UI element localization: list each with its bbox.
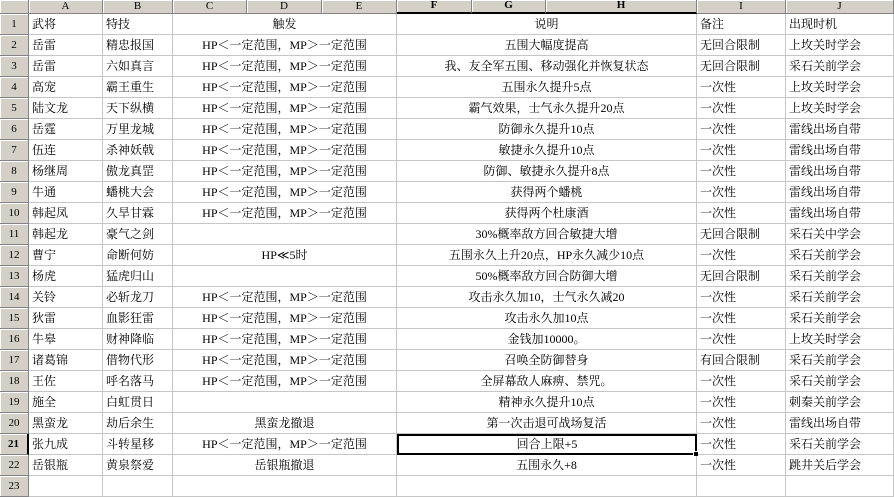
column-header-C[interactable]: C: [173, 0, 247, 14]
spreadsheet-row: [0, 203, 894, 224]
cell-B6[interactable]: 万里龙城: [103, 119, 173, 140]
cell-I12[interactable]: 一次性: [697, 245, 786, 266]
cell-A6[interactable]: 岳霆: [29, 119, 103, 140]
cell-B19[interactable]: 白虹贯日: [103, 392, 173, 413]
cell-FH6[interactable]: 防御永久提升10点: [397, 119, 697, 140]
active-cell-FH21[interactable]: 回合上限+5: [397, 434, 697, 455]
cell-A22[interactable]: 岳银瓶: [29, 455, 103, 476]
column-header-E[interactable]: E: [322, 0, 397, 14]
cell-CE16[interactable]: HP＜一定范围，MP＞一定范围: [173, 329, 397, 350]
cell-FH15[interactable]: 攻击永久加10点: [397, 308, 697, 329]
cell-I23[interactable]: [697, 476, 786, 497]
row-header-12[interactable]: 12: [0, 245, 29, 266]
cell-FH9[interactable]: 获得两个蟠桃: [397, 182, 697, 203]
cell-CE21[interactable]: HP＜一定范围，MP＞一定范围: [173, 434, 397, 455]
cell-CE2[interactable]: HP＜一定范围，MP＞一定范围: [173, 35, 397, 56]
cell-I10[interactable]: 一次性: [697, 203, 786, 224]
row-header-21[interactable]: 21: [0, 434, 29, 455]
cell-I15[interactable]: 一次性: [697, 308, 786, 329]
cell-J15[interactable]: 采石关前学会: [786, 308, 894, 329]
cell-FH17[interactable]: 召唤全防御替身: [397, 350, 697, 371]
row-header-3[interactable]: 3: [0, 56, 29, 77]
cell-J19[interactable]: 刺秦关前学会: [786, 392, 894, 413]
cell-CE23[interactable]: [173, 476, 397, 497]
cell-B10[interactable]: 久旱甘霖: [103, 203, 173, 224]
cell-B11[interactable]: 豪气之剑: [103, 224, 173, 245]
row-header-8[interactable]: 8: [0, 161, 29, 182]
cell-J2[interactable]: 上坆关时学会: [786, 35, 894, 56]
cell-J7[interactable]: 雷线出场自带: [786, 140, 894, 161]
cell-J22[interactable]: 跳井关后学会: [786, 455, 894, 476]
row-header-13[interactable]: 13: [0, 266, 29, 287]
cell-J6[interactable]: 雷线出场自带: [786, 119, 894, 140]
cell-CE10[interactable]: HP＜一定范围，MP＞一定范围: [173, 203, 397, 224]
spreadsheet-row: [0, 266, 894, 287]
cell-I18[interactable]: 一次性: [697, 371, 786, 392]
cell-A19[interactable]: 施全: [29, 392, 103, 413]
cell-CE13[interactable]: [173, 266, 397, 287]
row-header-2[interactable]: 2: [0, 35, 29, 56]
column-header-row: [0, 0, 894, 14]
cell-A4[interactable]: 高宠: [29, 77, 103, 98]
row-header-17[interactable]: 17: [0, 350, 29, 371]
cell-B17[interactable]: 借物代形: [103, 350, 173, 371]
cell-CE8[interactable]: HP＜一定范围，MP＞一定范围: [173, 161, 397, 182]
spreadsheet-row: [0, 14, 894, 35]
cell-CE11[interactable]: [173, 224, 397, 245]
spreadsheet-row: [0, 77, 894, 98]
cell-FH12[interactable]: 五围永久上升20点，HP永久减少10点: [397, 245, 697, 266]
cell-I11[interactable]: 无回合限制: [697, 224, 786, 245]
cell-CE9[interactable]: HP＜一定范围，MP＞一定范围: [173, 182, 397, 203]
cell-I21[interactable]: 一次性: [697, 434, 786, 455]
select-all-corner[interactable]: [0, 0, 29, 14]
cell-A8[interactable]: 杨继周: [29, 161, 103, 182]
spreadsheet-row: [0, 161, 894, 182]
cell-A14[interactable]: 关铃: [29, 287, 103, 308]
row-header-9[interactable]: 9: [0, 182, 29, 203]
row-header-22[interactable]: 22: [0, 455, 29, 476]
cell-J12[interactable]: 采石关前学会: [786, 245, 894, 266]
cell-B3[interactable]: 六如真言: [103, 56, 173, 77]
spreadsheet-row: [0, 308, 894, 329]
row-header-14[interactable]: 14: [0, 287, 29, 308]
cell-J3[interactable]: 采石关前学会: [786, 56, 894, 77]
cell-A10[interactable]: 韩起凤: [29, 203, 103, 224]
cell-B21[interactable]: 斗转星移: [103, 434, 173, 455]
cell-FH20[interactable]: 第一次击退可战场复活: [397, 413, 697, 434]
cell-CE1[interactable]: 触发: [173, 14, 397, 35]
cell-I22[interactable]: 一次性: [697, 455, 786, 476]
column-header-B[interactable]: B: [103, 0, 173, 14]
cell-I19[interactable]: 一次性: [697, 392, 786, 413]
cell-B20[interactable]: 劫后余生: [103, 413, 173, 434]
cell-CE19[interactable]: [173, 392, 397, 413]
row-header-6[interactable]: 6: [0, 119, 29, 140]
cell-FH7[interactable]: 敏捷永久提升10点: [397, 140, 697, 161]
cell-A16[interactable]: 牛皋: [29, 329, 103, 350]
row-header-10[interactable]: 10: [0, 203, 29, 224]
spreadsheet-row: [0, 245, 894, 266]
cell-CE12[interactable]: HP≪5时: [173, 245, 397, 266]
column-header-F[interactable]: F: [397, 0, 472, 14]
cell-I4[interactable]: 一次性: [697, 77, 786, 98]
row-header-18[interactable]: 18: [0, 371, 29, 392]
cell-I1[interactable]: 备注: [697, 14, 786, 35]
row-header-15[interactable]: 15: [0, 308, 29, 329]
cell-B16[interactable]: 财神降临: [103, 329, 173, 350]
cell-I13[interactable]: 无回合限制: [697, 266, 786, 287]
cell-FH3[interactable]: 我、友全军五围、移动强化并恢复状态: [397, 56, 697, 77]
spreadsheet-row: [0, 182, 894, 203]
cell-A20[interactable]: 黑蛮龙: [29, 413, 103, 434]
cell-B8[interactable]: 傲龙真罡: [103, 161, 173, 182]
row-header-5[interactable]: 5: [0, 98, 29, 119]
cell-I9[interactable]: 一次性: [697, 182, 786, 203]
column-header-I[interactable]: I: [697, 0, 786, 14]
cell-B13[interactable]: 猛虎归山: [103, 266, 173, 287]
cell-B12[interactable]: 命断何妨: [103, 245, 173, 266]
cell-A7[interactable]: 伍连: [29, 140, 103, 161]
cell-J5[interactable]: 上坆关时学会: [786, 98, 894, 119]
cell-CE6[interactable]: HP＜一定范围，MP＞一定范围: [173, 119, 397, 140]
cell-I7[interactable]: 一次性: [697, 140, 786, 161]
cell-J21[interactable]: 采石关前学会: [786, 434, 894, 455]
cell-A15[interactable]: 狄雷: [29, 308, 103, 329]
cell-FH11[interactable]: 30%概率敌方回合敏捷大增: [397, 224, 697, 245]
spreadsheet-row: [0, 140, 894, 161]
cell-FH2[interactable]: 五围大幅度提高: [397, 35, 697, 56]
cell-CE7[interactable]: HP＜一定范围，MP＞一定范围: [173, 140, 397, 161]
cell-A13[interactable]: 杨虎: [29, 266, 103, 287]
cell-A17[interactable]: 诸葛锦: [29, 350, 103, 371]
cell-I20[interactable]: 一次性: [697, 413, 786, 434]
cell-J20[interactable]: 雷线出场自带: [786, 413, 894, 434]
cell-B14[interactable]: 必斩龙刀: [103, 287, 173, 308]
spreadsheet-row: [0, 476, 894, 497]
cell-FH13[interactable]: 50%概率敌方回合防御大增: [397, 266, 697, 287]
row-header-23[interactable]: 23: [0, 476, 29, 497]
column-header-G[interactable]: G: [472, 0, 546, 14]
cell-B18[interactable]: 呼名落马: [103, 371, 173, 392]
cell-CE18[interactable]: HP＜一定范围，MP＞一定范围: [173, 371, 397, 392]
spreadsheet-row: [0, 329, 894, 350]
cell-B9[interactable]: 蟠桃大会: [103, 182, 173, 203]
spreadsheet-row: [0, 56, 894, 77]
spreadsheet-row: [0, 350, 894, 371]
cell-CE3[interactable]: HP＜一定范围，MP＞一定范围: [173, 56, 397, 77]
cell-B22[interactable]: 黄泉祭爱: [103, 455, 173, 476]
cell-FH14[interactable]: 攻击永久加10，士气永久减20: [397, 287, 697, 308]
cell-CE5[interactable]: HP＜一定范围，MP＞一定范围: [173, 98, 397, 119]
cell-I8[interactable]: 一次性: [697, 161, 786, 182]
cell-FH16[interactable]: 金钱加10000。: [397, 329, 697, 350]
cell-B23[interactable]: [103, 476, 173, 497]
cell-FH23[interactable]: [397, 476, 697, 497]
cell-CE17[interactable]: HP＜一定范围，MP＞一定范围: [173, 350, 397, 371]
cell-CE22[interactable]: 岳银瓶撤退: [173, 455, 397, 476]
cell-J13[interactable]: 采石关前学会: [786, 266, 894, 287]
row-header-4[interactable]: 4: [0, 77, 29, 98]
cell-I6[interactable]: 一次性: [697, 119, 786, 140]
row-header-11[interactable]: 11: [0, 224, 29, 245]
row-header-7[interactable]: 7: [0, 140, 29, 161]
spreadsheet-row: [0, 98, 894, 119]
cell-CE15[interactable]: HP＜一定范围，MP＞一定范围: [173, 308, 397, 329]
cell-CE14[interactable]: HP＜一定范围，MP＞一定范围: [173, 287, 397, 308]
cell-I2[interactable]: 无回合限制: [697, 35, 786, 56]
spreadsheet-row: [0, 35, 894, 56]
row-header-20[interactable]: 20: [0, 413, 29, 434]
cell-A5[interactable]: 陆文龙: [29, 98, 103, 119]
cell-I3[interactable]: 无回合限制: [697, 56, 786, 77]
spreadsheet-row: [0, 392, 894, 413]
cell-J11[interactable]: 采石关中学会: [786, 224, 894, 245]
cell-A9[interactable]: 牛通: [29, 182, 103, 203]
cell-A23[interactable]: [29, 476, 103, 497]
cell-FH10[interactable]: 获得两个杜康酒: [397, 203, 697, 224]
column-header-A[interactable]: A: [29, 0, 103, 14]
cell-A2[interactable]: 岳雷: [29, 35, 103, 56]
cell-A21[interactable]: 张九成: [29, 434, 103, 455]
column-header-H[interactable]: H: [546, 0, 697, 14]
spreadsheet-row: [0, 413, 894, 434]
cell-J10[interactable]: 雷线出场自带: [786, 203, 894, 224]
cell-FH8[interactable]: 防御、敏捷永久提升8点: [397, 161, 697, 182]
cell-B1[interactable]: 特技: [103, 14, 173, 35]
cell-J14[interactable]: 采石关前学会: [786, 287, 894, 308]
cell-FH5[interactable]: 霸气效果，士气永久提升20点: [397, 98, 697, 119]
spreadsheet-row: [0, 119, 894, 140]
spreadsheet-row: [0, 434, 894, 455]
cell-CE20[interactable]: 黑蛮龙撤退: [173, 413, 397, 434]
cell-FH4[interactable]: 五围永久提升5点: [397, 77, 697, 98]
cell-J23[interactable]: [786, 476, 894, 497]
cell-J18[interactable]: 采石关前学会: [786, 371, 894, 392]
cell-FH22[interactable]: 五围永久+8: [397, 455, 697, 476]
cell-B5[interactable]: 天下纵横: [103, 98, 173, 119]
cell-I17[interactable]: 有回合限制: [697, 350, 786, 371]
row-header-16[interactable]: 16: [0, 329, 29, 350]
cell-A18[interactable]: 王佐: [29, 371, 103, 392]
cell-A1[interactable]: 武将: [29, 14, 103, 35]
cell-J8[interactable]: 雷线出场自带: [786, 161, 894, 182]
column-header-J[interactable]: J: [786, 0, 894, 14]
fill-handle[interactable]: [693, 451, 698, 456]
cell-B7[interactable]: 杀神妖戟: [103, 140, 173, 161]
column-header-D[interactable]: D: [247, 0, 322, 14]
cell-A11[interactable]: 韩起龙: [29, 224, 103, 245]
cell-J17[interactable]: 采石关前学会: [786, 350, 894, 371]
cell-B15[interactable]: 血影狂雷: [103, 308, 173, 329]
cell-FH18[interactable]: 全屏幕敌人麻痹、禁咒。: [397, 371, 697, 392]
cell-J4[interactable]: 上坆关时学会: [786, 77, 894, 98]
cell-B2[interactable]: 精忠报国: [103, 35, 173, 56]
spreadsheet-row: [0, 455, 894, 476]
cell-FH1[interactable]: 说明: [397, 14, 697, 35]
cell-A3[interactable]: 岳雷: [29, 56, 103, 77]
cell-J1[interactable]: 出现时机: [786, 14, 894, 35]
cell-J16[interactable]: 上坆关时学会: [786, 329, 894, 350]
spreadsheet-row: [0, 371, 894, 392]
cell-I14[interactable]: 一次性: [697, 287, 786, 308]
cell-CE4[interactable]: HP＜一定范围，MP＞一定范围: [173, 77, 397, 98]
cell-A12[interactable]: 曹宁: [29, 245, 103, 266]
spreadsheet-row: [0, 287, 894, 308]
cell-I16[interactable]: 一次性: [697, 329, 786, 350]
cell-I5[interactable]: 一次性: [697, 98, 786, 119]
row-header-19[interactable]: 19: [0, 392, 29, 413]
cell-J9[interactable]: 雷线出场自带: [786, 182, 894, 203]
spreadsheet-row: [0, 224, 894, 245]
cell-B4[interactable]: 霸王重生: [103, 77, 173, 98]
row-header-1[interactable]: 1: [0, 14, 29, 35]
cell-FH19[interactable]: 精神永久提升10点: [397, 392, 697, 413]
